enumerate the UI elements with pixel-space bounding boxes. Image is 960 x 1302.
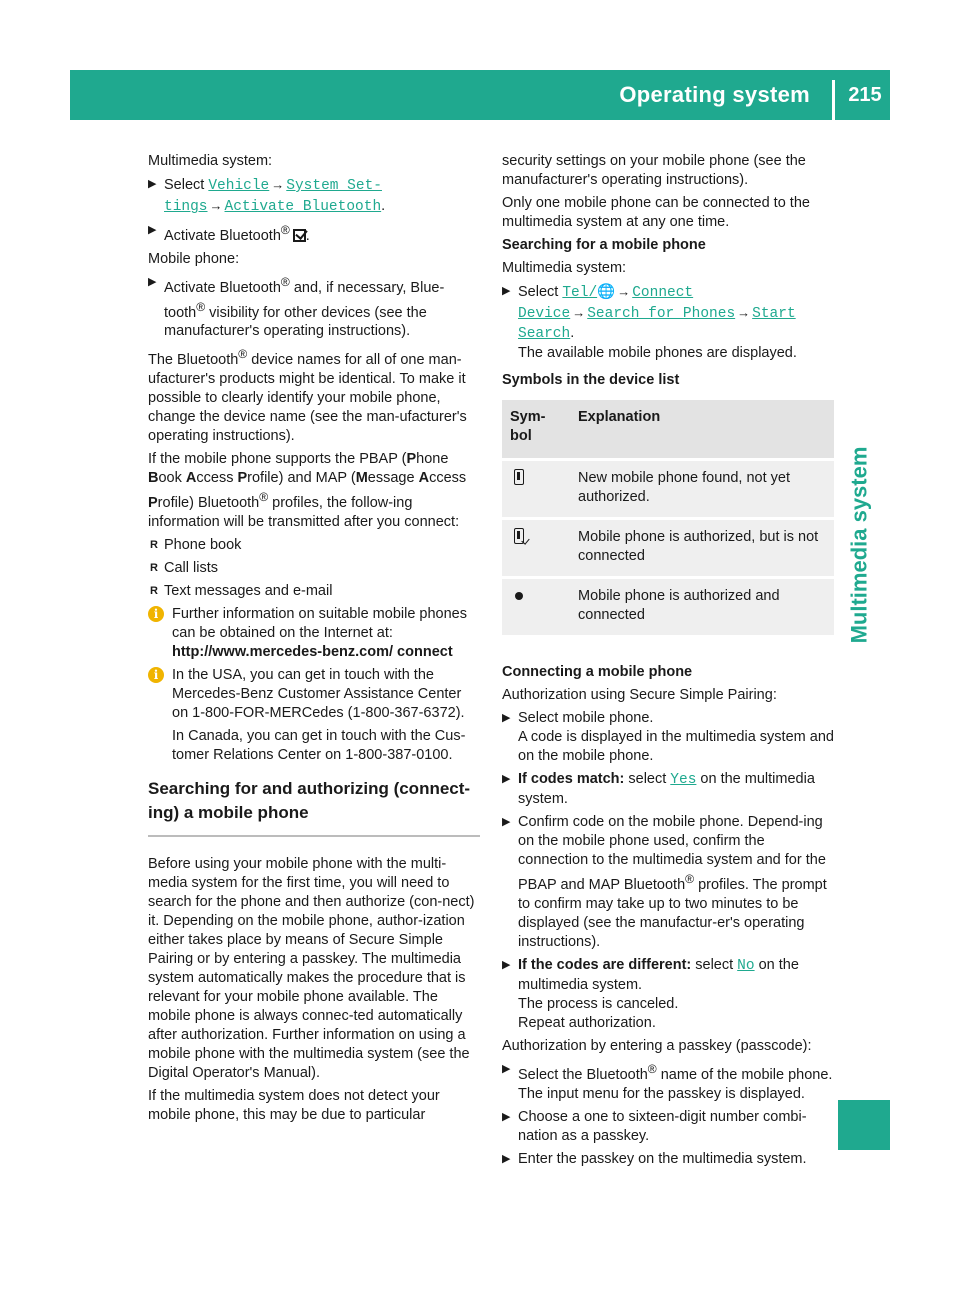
step-text: Choose a one to sixteen-digit number combi-nation as a passkey. [518, 1108, 807, 1144]
text: rofile) Bluetooth [157, 495, 260, 512]
checkbox-checked-icon [293, 229, 306, 242]
registered-mark: ® [238, 347, 248, 362]
text: A [418, 470, 430, 487]
step-item [148, 273, 480, 342]
table-header-row [502, 400, 834, 460]
step-text: Activate Bluetooth [164, 279, 281, 296]
step-text: The process is canceled. [518, 995, 679, 1012]
text: profiles, the follow-ing information will be transmitted after you connect: [148, 495, 460, 531]
menu-activate-bluetooth: Activate Bluetooth [224, 199, 382, 215]
text: B [148, 470, 159, 487]
table-cell: New mobile phone found, not yet authorized. [570, 460, 834, 519]
menu-start-search: Start [752, 306, 796, 322]
menu-vehicle: Vehicle [208, 178, 270, 194]
symbol-table [502, 400, 834, 635]
paragraph: Multimedia system: [148, 153, 273, 169]
table-row [502, 519, 834, 578]
bullet-icon: R [150, 539, 158, 552]
bullet-icon: R [150, 562, 158, 575]
step-text: Enter the passkey on the multimedia system. [518, 1150, 807, 1167]
text: essage [367, 470, 419, 487]
step-text: . [381, 198, 386, 214]
step-item [502, 1108, 834, 1146]
table-header: Explanation [570, 400, 834, 460]
step-text: Select the Bluetooth [518, 1066, 648, 1083]
list-item-text: Phone book [164, 537, 242, 554]
table-row [502, 578, 834, 636]
step-arrow-icon: ▶ [502, 712, 511, 724]
registered-mark: ® [647, 1061, 657, 1076]
menu-start-search-cont: Search [518, 326, 571, 342]
text: P [237, 470, 248, 487]
step-text: on the multimedia system. [518, 771, 815, 807]
arrow-right-icon: → [737, 305, 751, 320]
text: hone [416, 451, 449, 468]
text: rofile) and MAP ( [247, 470, 356, 487]
step-text: Confirm code on the mobile phone. Depend-ing on the mobile phone used, confirm the connection to the multimedia system and for the PBAP and MAP Bluetooth [518, 814, 826, 893]
text: P [148, 495, 158, 512]
page-number: 215 [848, 84, 882, 106]
text: P [406, 451, 417, 468]
step-text: A code is displayed in the multimedia system and on the mobile phone. [518, 729, 834, 764]
text: The Bluetooth [148, 352, 239, 369]
table-cell [502, 460, 570, 519]
list-item-text: Text messages and e-mail [164, 583, 333, 600]
paragraph: Mobile phone: [148, 250, 240, 267]
step-item [502, 813, 834, 952]
step-text: name of the mobile phone. [656, 1066, 833, 1083]
step-text: Select [164, 177, 209, 193]
step-item [502, 770, 834, 809]
subheading: Connecting a mobile phone [502, 664, 693, 680]
info-text: Further information on suitable mobile phones can be obtained on the Internet at: [172, 606, 467, 642]
subheading: Searching for a mobile phone [502, 237, 706, 253]
step-text: and, if necessary, Blue- [289, 279, 445, 296]
arrow-right-icon: → [209, 198, 223, 213]
step-arrow-icon: ▶ [148, 275, 157, 288]
paragraph: Only one mobile phone can be connected to the multimedia system at any one time. [502, 195, 810, 230]
header-separator [832, 80, 835, 120]
step-text: select [624, 771, 671, 787]
subheading: Symbols in the device list [502, 372, 680, 388]
section-heading: Searching for and authorizing (connect-ing) a mobile phone [148, 777, 480, 837]
table-cell: Mobile phone is authorized and connected [570, 578, 834, 636]
step-condition: If codes match: [518, 771, 625, 787]
paragraph [148, 450, 480, 532]
step-arrow-icon: ▶ [502, 1062, 511, 1075]
paragraph: Authorization by entering a passkey (passcode): [502, 1037, 812, 1054]
step-text: The input menu for the passkey is displayed. [518, 1085, 805, 1102]
registered-mark: ® [280, 274, 290, 289]
text: ccess [196, 470, 238, 487]
step-arrow-icon: ▶ [502, 1152, 511, 1165]
table-row [502, 460, 834, 519]
side-section-label [842, 420, 876, 670]
paragraph [148, 345, 480, 446]
right-column [502, 152, 834, 1173]
arrow-right-icon: → [572, 305, 586, 320]
step-text: Select mobile phone. [518, 710, 654, 726]
text: If the mobile phone supports the PBAP ( [148, 451, 407, 468]
step-text: . [305, 227, 310, 244]
globe-icon: 🌐 [597, 284, 616, 300]
bullet-icon: R [150, 585, 158, 598]
table-cell: Mobile phone is authorized, but is not connected [570, 519, 834, 578]
page-title: Operating system [619, 82, 810, 107]
step-item [502, 282, 834, 363]
paragraph: Multimedia system: [502, 260, 627, 276]
step-text: Select [518, 284, 563, 300]
list-item-text: Call lists [164, 560, 218, 577]
step-arrow-icon: ▶ [502, 773, 511, 785]
list-item [148, 536, 480, 555]
menu-search-for-phones: Search for Phones [587, 306, 736, 322]
list-item [148, 582, 480, 601]
menu-tel: Tel/ [562, 285, 598, 301]
step-text: visibility for other devices (see the manufacturer's operating instructions). [164, 304, 427, 340]
step-item [502, 1150, 834, 1169]
text: A [185, 470, 197, 487]
paragraph: Authorization using Secure Simple Pairing: [502, 687, 777, 703]
mobile-phone-authorized-icon [514, 528, 524, 544]
step-text: The available mobile phones are displayed. [518, 345, 797, 361]
mobile-phone-icon [514, 469, 524, 485]
text: device names for all of one man-ufacturer's products might be identical. To make it possible to clearly identify your mobile phone, change the device name (see the man-ufacturer's operating instructions). [148, 352, 467, 445]
step-arrow-icon: ▶ [502, 816, 511, 828]
menu-connect-device-cont: Device [518, 306, 571, 322]
paragraph: Before using your mobile phone with the multi-media system for the first time, you will need to search for the phone and then authorize (con-nect) it. Depending on the mobile phone, author-ization either takes place by means of Secure Simple Pairing or by entering a passkey. The multimedia system automatically makes the procedure that is relevant for your mobile phone available. The mobile phone is always connec-ted automatically after authorization. Further information on using a mobile phone with the multimedia system (see the Digital Operator's Manual). [148, 856, 475, 1082]
step-arrow-icon: ▶ [502, 285, 511, 297]
registered-mark: ® [280, 223, 290, 237]
side-tab-block [838, 1100, 890, 1150]
paragraph: security settings on your mobile phone (see the manufacturer's operating instructions). [502, 153, 806, 188]
menu-yes: Yes [670, 772, 697, 788]
info-text: In the USA, you can get in touch with the Mercedes-Benz Customer Assistance Center on 1-800-FOR-MERCedes (1-800-367-6372). [172, 667, 465, 722]
step-text: profiles. The prompt to confirm may take up to two minutes to be displayed (see the manufactur-er's operating instructions). [518, 876, 827, 950]
table-cell [502, 519, 570, 578]
info-text: In Canada, you can get in touch with the Cus-tomer Relations Center on 1-800-387-0100. [172, 728, 466, 764]
step-item [148, 175, 480, 217]
step-text: on the multimedia system. [518, 956, 799, 993]
arrow-right-icon: → [617, 284, 631, 299]
info-note [148, 605, 480, 662]
step-text: select [691, 956, 738, 973]
menu-system-settings-cont: tings [164, 199, 208, 215]
registered-mark: ® [196, 299, 206, 314]
step-item [502, 1060, 834, 1104]
side-section-text: Multimedia system [846, 446, 871, 644]
step-arrow-icon: ▶ [148, 178, 157, 190]
step-text: . [570, 325, 575, 341]
text: ook [158, 470, 186, 487]
step-condition: If the codes are different: [518, 956, 692, 973]
step-text: tooth [164, 304, 197, 321]
step-item [502, 709, 834, 766]
dot-icon [515, 592, 523, 600]
table-header: Sym-bol [502, 400, 570, 460]
registered-mark: ® [259, 490, 269, 505]
table-cell [502, 578, 570, 636]
registered-mark: ® [685, 872, 695, 886]
step-arrow-icon: ▶ [148, 224, 157, 236]
url-link[interactable]: http://www.mercedes-benz.com/ connect [172, 644, 453, 661]
step-text: Repeat authorization. [518, 1014, 656, 1031]
text: M [355, 470, 368, 487]
text: ccess [429, 470, 467, 487]
paragraph: If the multimedia system does not detect your mobile phone, this may be due to particular [148, 1088, 440, 1124]
menu-connect-device: Connect [632, 285, 694, 301]
info-icon: i [148, 606, 164, 622]
menu-system-settings: System Set‐ [286, 178, 382, 194]
step-item [148, 221, 480, 246]
menu-no: No [737, 957, 755, 974]
list-item [148, 559, 480, 578]
arrow-right-icon: → [271, 177, 285, 192]
info-icon: i [148, 667, 164, 683]
info-note [148, 666, 480, 765]
step-arrow-icon: ▶ [502, 1110, 511, 1123]
step-item [502, 956, 834, 1033]
step-arrow-icon: ▶ [502, 958, 511, 971]
step-text: Activate Bluetooth [164, 227, 281, 244]
header-bar [70, 70, 890, 120]
left-column [148, 152, 480, 1129]
